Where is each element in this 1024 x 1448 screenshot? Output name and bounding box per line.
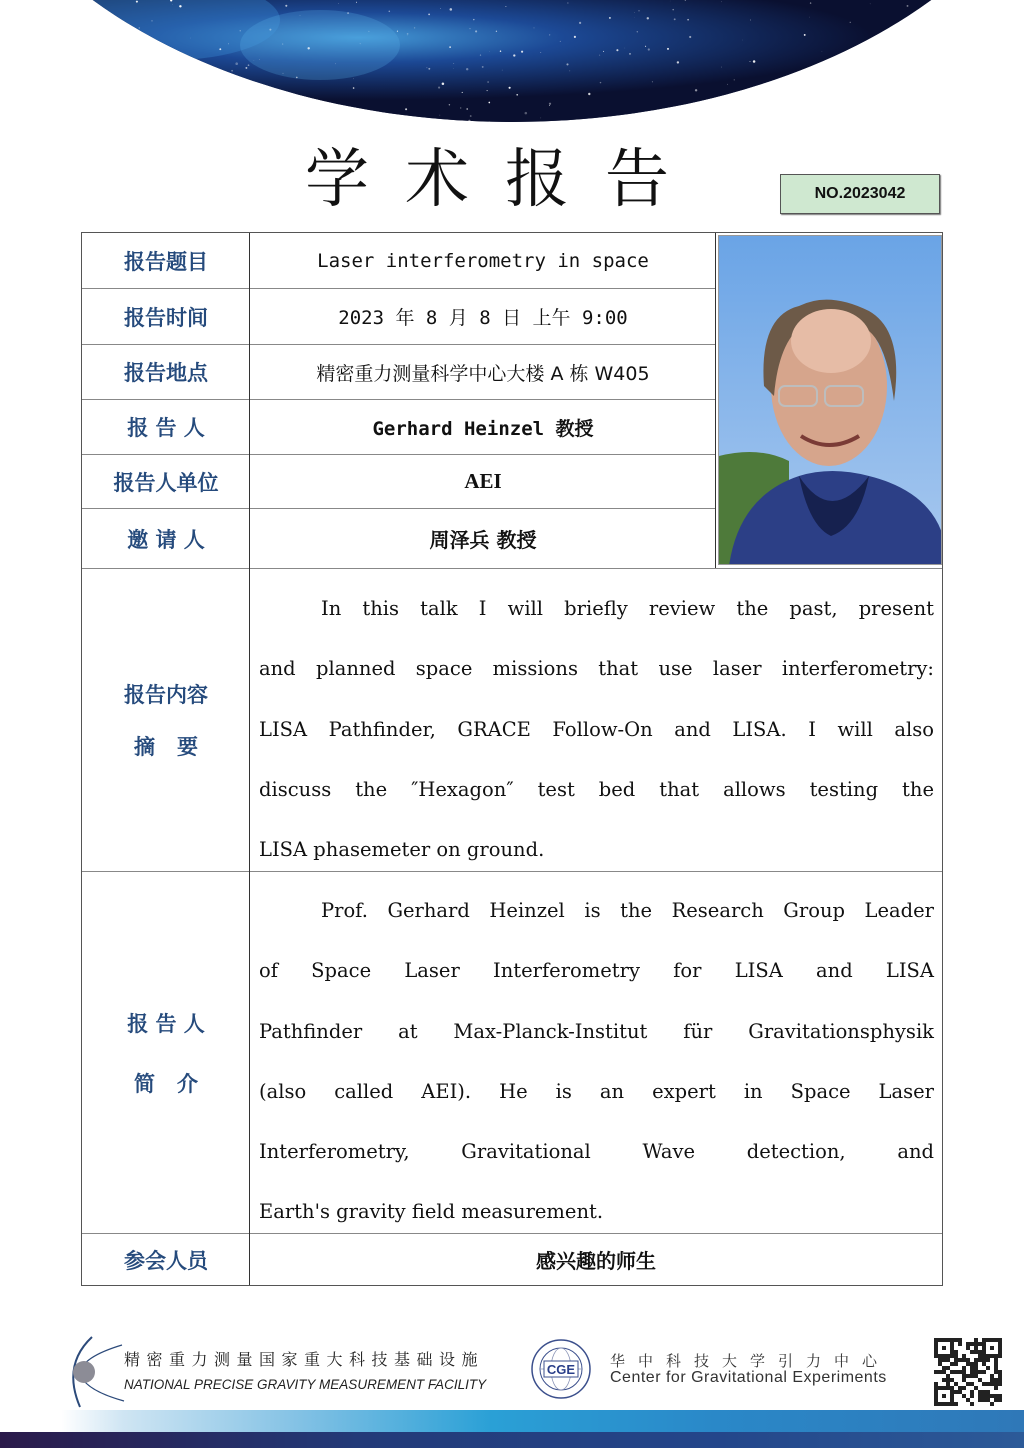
abstract-line: and planned space missions that use laser interferometry:	[259, 657, 934, 681]
value-speaker: Gerhard Heinzel 教授	[372, 417, 594, 440]
bio-line: Earth's gravity field measurement.	[259, 1200, 604, 1224]
label-abstract-line1: 报告内容	[124, 683, 208, 707]
cge-seal-logo	[530, 1338, 592, 1400]
label-bio-line1: 报 告 人	[127, 1011, 205, 1036]
value-time: 2023 年 8 月 8 日 上午 9:00	[338, 307, 628, 329]
label-abstract-line2: 摘 要	[134, 735, 198, 759]
bio-line: of Space Laser Interferometry for LISA and LISA	[259, 959, 934, 983]
qr-code[interactable]	[934, 1338, 1002, 1406]
label-affiliation: 报告人单位	[113, 470, 219, 495]
label-location: 报告地点	[124, 361, 208, 385]
bio-line: Pathfinder at Max-Planck-Institut für Gravitationsphysik	[259, 1019, 934, 1043]
abstract-line: discuss the ″Hexagon″ test bed that allows testing the	[259, 777, 934, 801]
label-speaker: 报 告 人	[127, 416, 205, 440]
info-table	[81, 232, 943, 1286]
speaker-photo	[718, 235, 942, 565]
value-audience: 感兴趣的师生	[536, 1249, 656, 1273]
label-topic: 报告题目	[124, 249, 208, 274]
label-time: 报告时间	[124, 305, 208, 330]
center-name-cn: 华中科技大学引力中心	[610, 1352, 891, 1370]
facility-name-en: NATIONAL PRECISE GRAVITY MEASUREMENT FACILITY	[124, 1377, 487, 1392]
cge-logo-text: CGE	[546, 1362, 576, 1377]
label-abstract	[82, 569, 250, 871]
abstract-line: LISA phasemeter on ground.	[259, 838, 545, 862]
serial-number-badge: NO.2023042	[780, 174, 940, 214]
value-topic: Laser interferometry in space	[317, 249, 649, 272]
bio-text	[259, 881, 934, 1243]
bio-line: (also called AEI). He is an expert in Space Laser	[259, 1079, 934, 1103]
abstract-line: LISA Pathfinder, GRACE Follow-On and LISA. I will also	[259, 717, 934, 741]
label-bio	[82, 872, 250, 1233]
facility-name-cn: 精密重力测量国家重大科技基础设施	[124, 1350, 485, 1369]
bio-line: Interferometry, Gravitational Wave detection, and	[259, 1140, 934, 1164]
facility-logo	[62, 1335, 502, 1410]
center-name-en: Center for Gravitational Experiments	[610, 1369, 887, 1386]
abstract-text	[259, 579, 934, 880]
label-audience: 参会人员	[124, 1248, 208, 1273]
value-host: 周泽兵 教授	[429, 528, 537, 552]
label-host: 邀 请 人	[127, 527, 205, 552]
abstract-line: In this talk I will briefly review the past, present	[321, 597, 934, 620]
footer-stripe-light	[0, 1410, 1024, 1432]
footer-stripe-dark	[0, 1432, 1024, 1448]
page-title: 学术报告	[305, 143, 705, 217]
bio-line: Prof. Gerhard Heinzel is the Research Group Leader	[321, 899, 934, 922]
value-location: 精密重力测量科学中心大楼 A 栋 W405	[316, 362, 650, 385]
label-bio-line2: 简 介	[134, 1071, 198, 1096]
space-banner	[0, 0, 1024, 125]
value-affiliation: AEI	[464, 469, 502, 493]
